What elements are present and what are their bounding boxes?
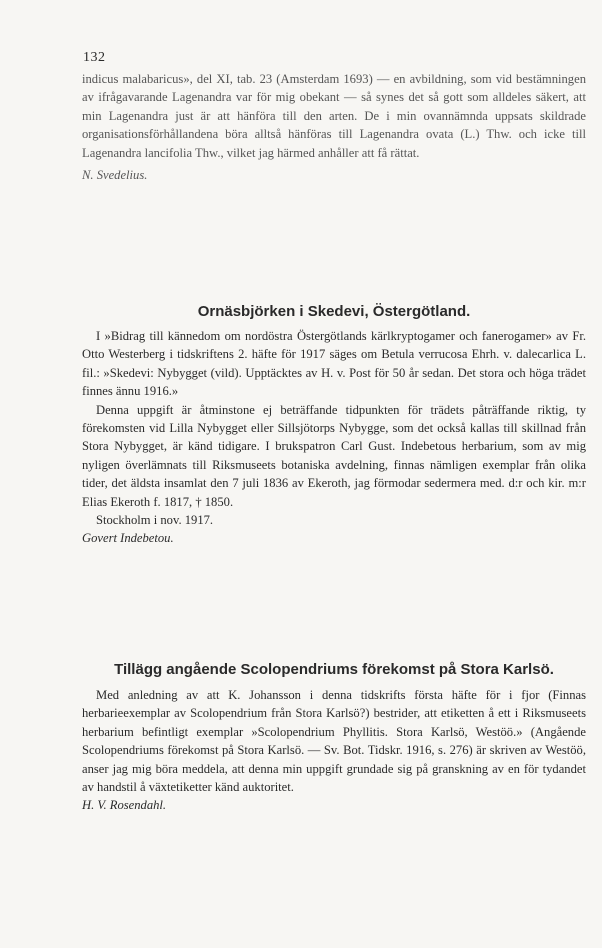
section-title: Tillägg angående Scolopendriums förekomst på Stora Karlsö.	[114, 661, 554, 678]
page-number: 132	[83, 50, 106, 65]
section-ornasbjorken	[82, 327, 586, 548]
section-svedelius	[82, 70, 586, 184]
signature: Govert Indebetou.	[82, 531, 174, 546]
paragraph: I »Bidrag till kännedom om nordöstra Östergötlands kärlkryptogamer och fanerogamer» av Fr. Otto Westerberg i tidskriftens 2. häfte för 1917 säges om Betula verrucosa Ehrh. v. dalecarlica L. fil.: »Skedevi: Nybygget (vild). Upptäcktes av H. v. Post för 50 år sedan. Det stora och höga trädet finnes ännu 1916.»	[82, 329, 586, 399]
signature: N. Svedelius.	[82, 168, 148, 183]
paragraph: Stockholm i nov. 1917.	[96, 513, 214, 528]
paragraph: Med anledning av att K. Johansson i denna tidskrifts första häfte för i fjor (Finnas herbarieexemplar av Scolopendrium från Stora Karlsö?) bestrider, att etiketten å ett i Riksmuseets herbarium befintligt exemplar »Scolopendrium Phyllitis. Stora Karlsö, Westöö.» (Angående Scolopendriums förekomst på Stora Karlsö. — Sv. Bot. Tidskr. 1916, s. 276) är skriven av Westöö, anser jag mig böra meddela, att denna min uppgift grundade sig på granskning av en för tydandet av handstil å växtetiketter känd auktoritet.	[82, 688, 586, 795]
section-title: Ornäsbjörken i Skedevi, Östergötland.	[197, 303, 471, 320]
paragraph: indicus malabaricus», del XI, tab. 23 (Amsterdam 1693) — en avbildning, som vid bestämningen av ifrågavarande Lagenandra var för mig obekant — så synes det så gott som alldeles säkert, att min Lagenandra just är att hänföra till den arten. De i min ovannämnda uppsats skildrade organisationsförhållandena böra alltså hänföras till Lagenandra ovata (L.) Thw. och icke till Lagenandra lancifolia Thw., vilket jag härmed anhåller att få rättat.	[82, 72, 586, 160]
signature: H. V. Rosendahl.	[82, 798, 167, 813]
section-scolopendrium	[82, 686, 586, 815]
paragraph: Denna uppgift är åtminstone ej beträffande tidpunkten för trädets påträffande riktig, ty förekomsten vid Lilla Nybygget eller Sillsjötorps Nybygge, som det också kallas till skillnad från Stora Nybygget, är känd tidigare. I brukspatron Carl Gust. Indebetous herbarium, som av mig nyligen överlämnats till Riksmuseets botaniska avdelning, finnas nämligen exemplar från olika tider, det äldsta insamlat den 7 juli 1836 av Ekeroth, jag förmodar sedermera med. d:r och kir. m:r Elias Ekeroth f. 1817, † 1850.	[82, 402, 586, 509]
